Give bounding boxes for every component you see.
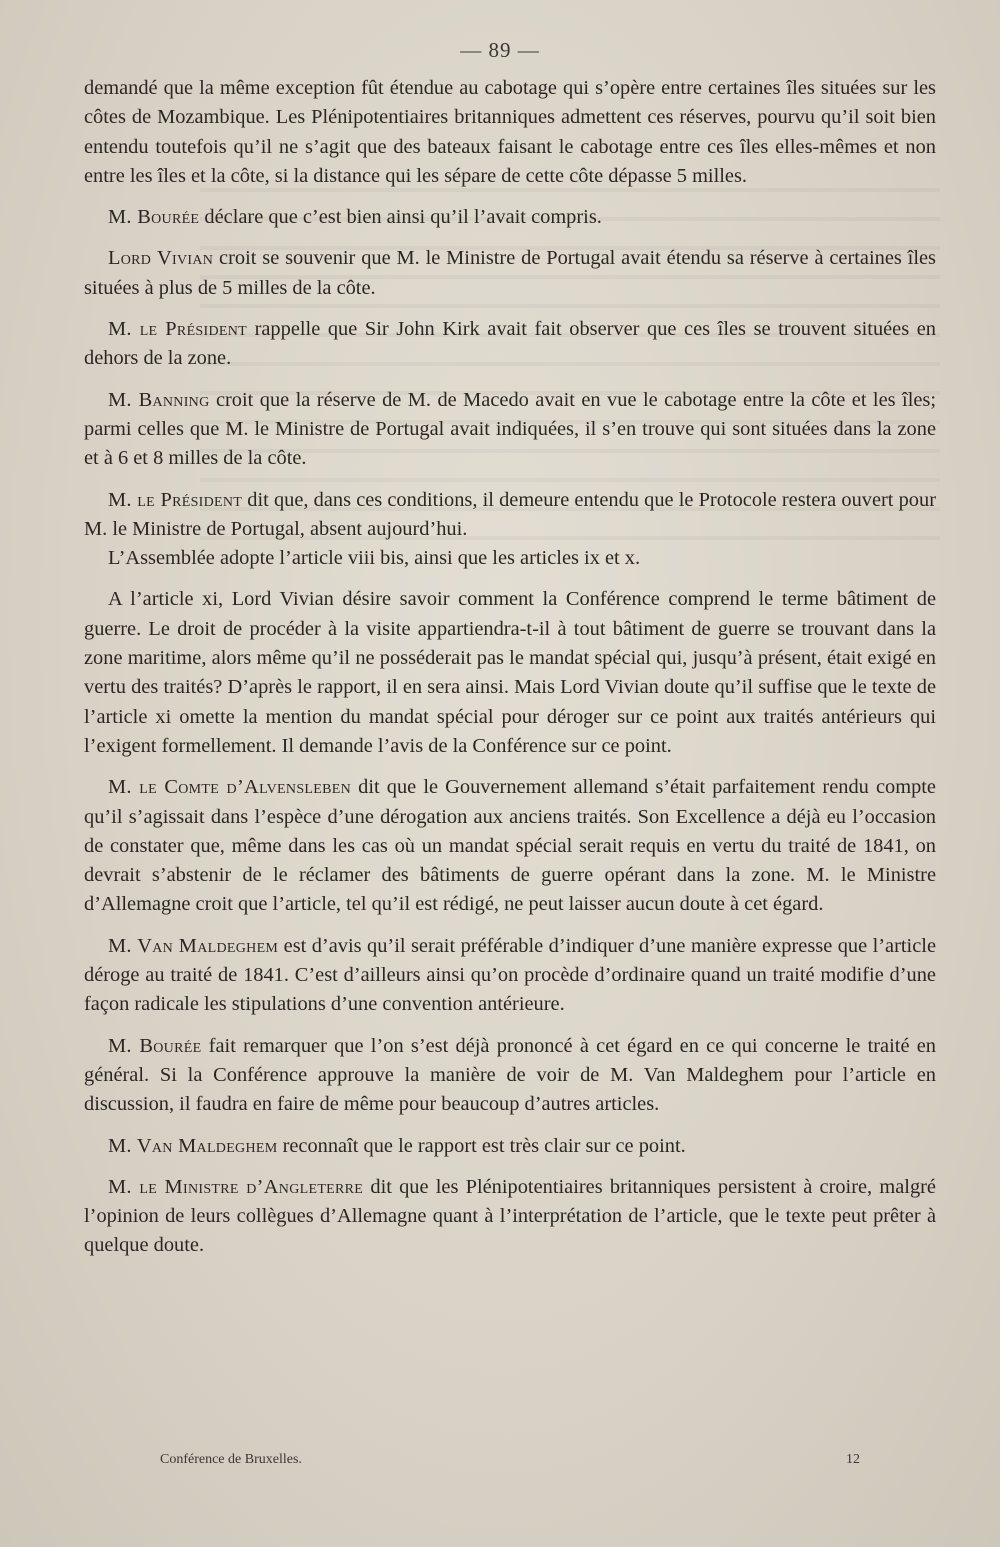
footer-title: Conférence de Bruxelles. (160, 1452, 302, 1467)
paragraph: M. Van Maldeghem reconnaît que le rapport est très clair sur ce point. (108, 1134, 686, 1157)
speaker-name: M. le Ministre d’Angleterre (108, 1175, 364, 1198)
paragraph: A l’article xi, Lord Vivian désire savoir comment la Conférence comprend le terme bâtiment de guerre. Le droit de procéder à la visite appartiendra-t-il à tout bâtiment de guerre se trouvant dans la zone maritime, alors même qu’il ne posséderait pas le mandat spécial qui, jusqu’à présent, était exigé en vertu des traités? D’après le rapport, il en sera ainsi. Mais Lord Vivian doute qu’il suffise que le texte de l’article xi omette la mention du mandat spécial pour déroger sur ce point aux traités antérieurs qui l’exigent formellement. Il demande l’avis de la Conférence sur ce point. (84, 588, 936, 757)
speaker-name: M. Bourée (108, 1034, 202, 1057)
paragraph: M. Bourée fait remarquer que l’on s’est déjà prononcé à cet égard en ce qui concerne le traité en général. Si la Conférence approuve la manière de voir de M. Van Maldeghem pour l’article en discussion, il faudra en faire de même pour beaucoup d’autres articles. (84, 1034, 936, 1116)
page-number: — 89 — (460, 38, 540, 62)
paragraph: M. Bourée déclare que c’est bien ainsi qu’il l’avait compris. (108, 206, 602, 229)
paragraph: demandé que la même exception fût étendue au cabotage qui s’opère entre certaines îles situées sur les côtes de Mozambique. Les Plénipotentiaires britanniques admettent ces réserves, pourvu qu’il soit bien entendu toutefois qu’il ne s’agit que des bateaux faisant le cabotage entre ces îles elles-mêmes et non entre les îles et la côte, si la distance qui les sépare de cette côte dépasse 5 milles. (84, 77, 936, 187)
paragraph: M. le Comte d’Alvensleben dit que le Gouvernement allemand s’était parfaitement rendu compte qu’il s’agissait dans l’espèce d’une dérogation aux anciens traités. Son Excellence a déjà eu l’occasion de constater que, même dans les cas où un mandat spécial serait requis en vertu du traité de 1841, on devrait s’abstenir de le réclamer des bâtiments de guerre opérant dans la zone. M. le Ministre d’Allemagne croit que l’article, tel qu’il est rédigé, ne peut laisser aucun doute à cet égard. (84, 776, 936, 916)
speaker-name: M. Bourée (108, 206, 200, 229)
paragraph: M. le Ministre d’Angleterre dit que les Plénipotentiaires britanniques persistent à croire, malgré l’opinion de leurs collègues d’Allemagne quant à l’interprétation de l’article, que le texte peut prêter à quelque doute. (84, 1175, 936, 1257)
paragraph: M. Van Maldeghem est d’avis qu’il serait préférable d’indiquer d’une manière expresse que l’article déroge au traité de 1841. C’est d’ailleurs ainsi qu’on procède d’ordinaire quand un traité modifie d’une façon radicale les stipulations d’une convention antérieure. (84, 934, 936, 1016)
signature-mark: 12 (846, 1452, 860, 1467)
speaker-name: M. Banning (108, 388, 210, 411)
paragraph: Lord Vivian croit se souvenir que M. le Ministre de Portugal avait étendu sa réserve à certaines îles situées à plus de 5 milles de la côte. (84, 247, 936, 299)
speaker-name: Lord Vivian (108, 247, 214, 270)
body-text (84, 74, 936, 1261)
paragraph: M. le Président dit que, dans ces conditions, il demeure entendu que le Protocole restera ouvert pour M. le Ministre de Portugal, absent aujourd’hui. (84, 488, 936, 540)
speaker-name: M. Van Maldeghem (108, 1134, 278, 1157)
speaker-name: M. le Comte d’Alvensleben (108, 776, 352, 799)
speaker-name: M. le Président (108, 318, 247, 341)
speaker-name: M. le Président (108, 488, 243, 511)
paragraph: M. le Président rappelle que Sir John Kirk avait fait observer que ces îles se trouvent situées en dehors de la zone. (84, 318, 936, 370)
speaker-name: M. Van Maldeghem (108, 934, 279, 957)
paragraph: M. Banning croit que la réserve de M. de Macedo avait en vue le cabotage entre la côte et les îles; parmi celles que M. le Ministre de Portugal avait indiquées, il s’en trouve qui sont situées dans la zone et à 6 et 8 milles de la côte. (84, 388, 937, 470)
paragraph: L’Assemblée adopte l’article viii bis, ainsi que les articles ix et x. (108, 547, 641, 570)
